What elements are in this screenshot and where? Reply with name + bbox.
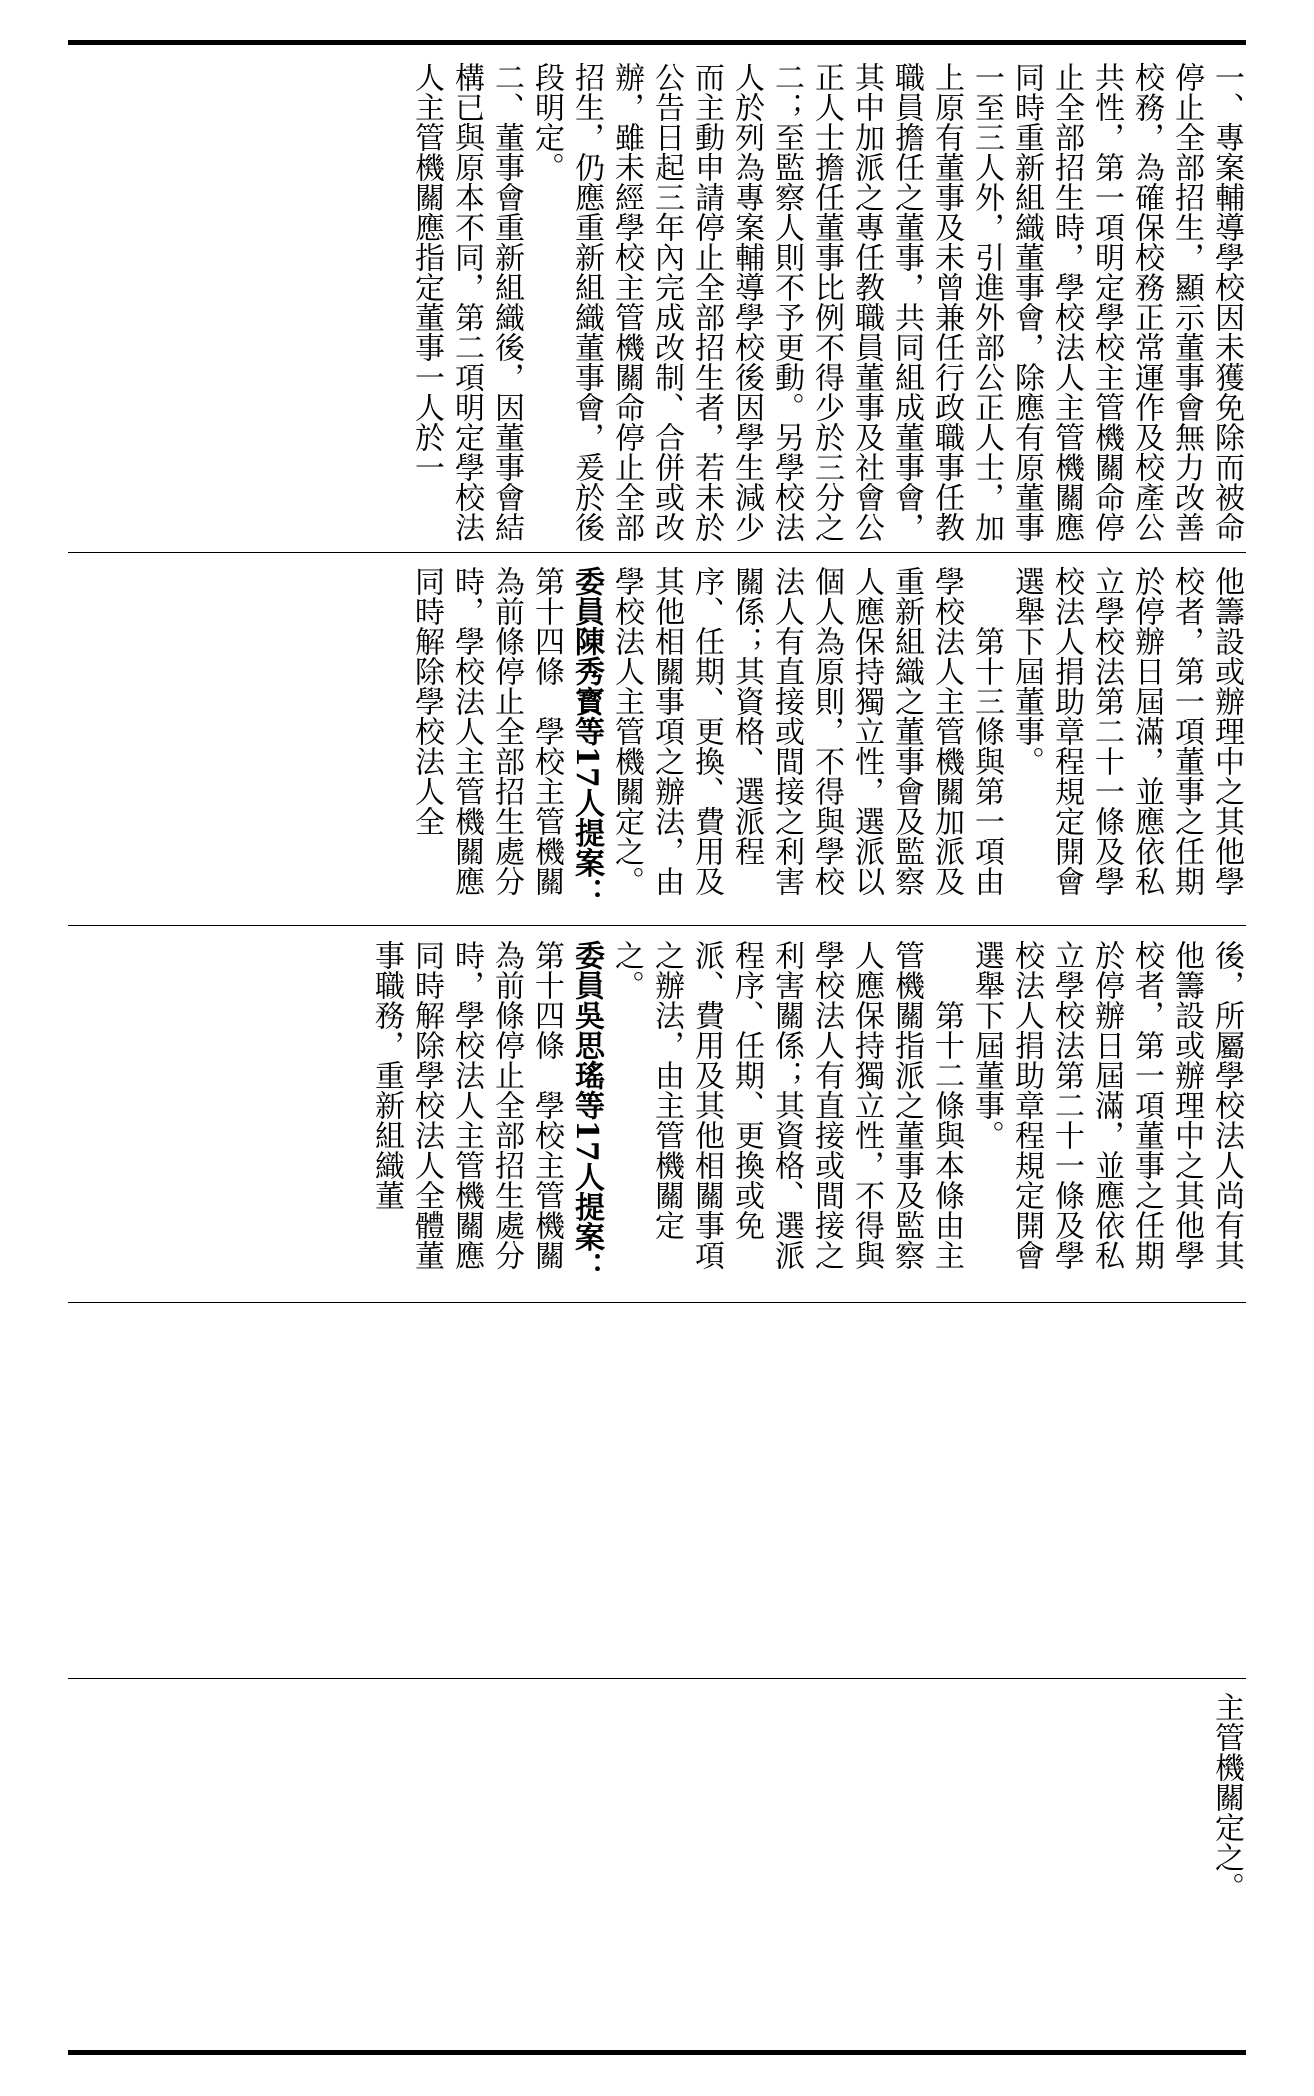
paragraph: 第十四條 學校主管機關為前條停止全部招生處分時，學校法人主管機關應同時解除學校法人全體董事職務，重新組織董 — [369, 940, 564, 1270]
paragraph: 第十四條 學校主管機關為前條停止全部招生處分時，學校法人主管機關應同時解除學校法人全 — [409, 566, 564, 896]
column-divider-1 — [68, 552, 1246, 553]
proposal-heading: 委員吳思瑤等17人提案： — [569, 940, 604, 1282]
proposal-heading: 委員陳秀寳等17人提案： — [569, 566, 604, 908]
column-divider-3 — [68, 1302, 1246, 1303]
text-column-1 — [68, 62, 1246, 542]
text-column-4 — [68, 1316, 1246, 1668]
paragraph: 主管機關定之。 — [1209, 1692, 1244, 1902]
text-column-5 — [68, 1692, 1246, 2042]
paragraph: 第十二條與本條由主管機關指派之董事及監察人應保持獨立性，不得與學校法人有直接或間接之利害關係；其資格、選派程序、任期、更換或免派、費用及其他相關事項之辦法，由主管機關定之。 — [609, 940, 964, 1270]
paragraph: 後，所屬學校法人尚有其他籌設或辦理中之其他學校者，第一項董事之任期於停辦日屆滿，並應依私立學校法第二十一條及學校法人捐助章程規定開會選舉下屆董事。 — [969, 940, 1244, 1270]
paragraph: 第十三條與第一項由學校法人主管機關加派及重新組織之董事會及監察人應保持獨立性，選派以個人為原則，不得與學校法人有直接或間接之利害關係；其資格、選派程序、任期、更換、費用及其他相關事項之辦法，由學校法人主管機關定之。 — [609, 566, 1004, 896]
paragraph: 一、專案輔導學校因未獲免除而被命停止全部招生，顯示董事會無力改善校務，為確保校務正常運作及校產公共性，第一項明定學校主管機關命停止全部招生時，學校法人主管機關應同時重新組織董事會，除應有原董事一至三人外，引進外部公正人士，加上原有董事及未曾兼任行政職事任教職員擔任之董事，共同組成董事會，其中加派之專任教職員董事及社會公正人士擔任董事比例不得少於三分之二；至監察人則不予更動。另學校法人於列為專案輔導學校後因學生減少而主動申請停止全部招生者，若未於公告日起三年內完成改制、合併或改辦，雖未經學校主管機關命停止全部招生，仍應重新組織董事會，爰於後段明定。 — [529, 62, 1244, 542]
column-divider-4 — [68, 1678, 1246, 1679]
top-border — [68, 40, 1246, 45]
text-column-2 — [68, 566, 1246, 916]
column-divider-2 — [68, 925, 1246, 926]
paragraph: 他籌設或辦理中之其他學校者，第一項董事之任期於停辦日屆滿，並應依私立學校法第二十一條及學校法人捐助章程規定開會選舉下屆董事。 — [1009, 566, 1244, 896]
bottom-border — [68, 2050, 1246, 2055]
text-column-3 — [68, 940, 1246, 1292]
paragraph: 二、董事會重新組織後，因董事會結構已與原本不同，第二項明定學校法人主管機關應指定董事一人於一 — [409, 62, 524, 542]
